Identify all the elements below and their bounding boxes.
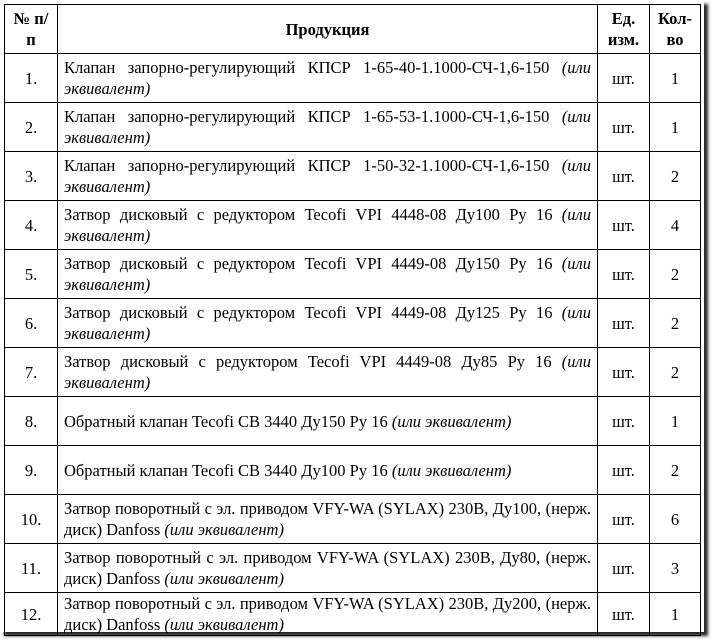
product-note: (или эквивалент) [164,569,284,588]
row-qty: 2 [650,348,701,397]
product-name: Затвор дисковый с редуктором Tecofi VPI 4449-08 Ду85 Ру 16 [64,352,552,371]
row-product [58,250,598,299]
table-row [5,201,701,250]
row-product [58,495,598,544]
product-name: Клапан запорно-регулирующий КПСР 1-65-40-1.1000-СЧ-1,6-150 [64,58,550,77]
header-unit: Ед. изм. [598,5,650,54]
row-qty: 3 [650,544,701,593]
row-unit: шт. [598,544,650,593]
row-num: 9. [5,446,58,495]
product-note: (или эквивалент) [64,107,592,147]
row-qty: 2 [650,152,701,201]
product-name: Затвор поворотный с эл. приводом VFY-WA (SYLAX) 230В, Ду80, (нерж. диск) Danfoss [64,548,591,588]
row-num: 1. [5,54,58,103]
row-product [58,103,598,152]
row-unit: шт. [598,250,650,299]
row-qty: 4 [650,201,701,250]
product-name: Клапан запорно-регулирующий КПСР 1-50-32-1.1000-СЧ-1,6-150 [64,156,550,175]
row-product [58,54,598,103]
row-unit: шт. [598,299,650,348]
product-note: (или эквивалент) [64,156,592,196]
row-qty: 1 [650,397,701,446]
row-qty: 1 [650,54,701,103]
row-product [58,201,598,250]
row-product [58,152,598,201]
row-product [58,593,598,636]
product-name: Обратный клапан Tecofi CB 3440 Ду150 Ру 16 [64,411,388,431]
header-product: Продукция [58,5,598,54]
row-num: 12. [5,593,58,636]
product-note: (или эквивалент) [64,352,591,392]
row-qty: 2 [650,299,701,348]
table-row [5,495,701,544]
row-unit: шт. [598,397,650,446]
row-unit: шт. [598,446,650,495]
product-name: Затвор дисковый с редуктором Tecofi VPI 4449-08 Ду125 Ру 16 [64,303,553,322]
table-row [5,299,701,348]
row-qty: 2 [650,446,701,495]
row-unit: шт. [598,54,650,103]
product-name: Затвор поворотный с эл. приводом VFY-WA (SYLAX) 230В, Ду100, (нерж. диск) Danfoss [64,499,591,539]
row-num: 8. [5,397,58,446]
row-qty: 1 [650,593,701,636]
row-unit: шт. [598,201,650,250]
product-note: (или эквивалент) [64,254,591,294]
row-num: 2. [5,103,58,152]
product-note: (или эквивалент) [64,303,591,343]
row-qty: 1 [650,103,701,152]
row-num: 11. [5,544,58,593]
table-row [5,446,701,495]
row-num: 6. [5,299,58,348]
product-note: (или эквивалент) [391,411,512,431]
product-note: (или эквивалент) [64,58,592,98]
product-note: (или эквивалент) [64,205,591,245]
table-row [5,348,701,397]
row-product [58,544,598,593]
product-name: Затвор дисковый с редуктором Tecofi VPI 4449-08 Ду150 Ру 16 [64,254,553,273]
product-name: Обратный клапан Tecofi CB 3440 Ду100 Ру 16 [64,460,388,480]
row-product [58,446,598,495]
row-product [58,348,598,397]
row-qty: 6 [650,495,701,544]
table-row [5,544,701,593]
row-num: 10. [5,495,58,544]
table-row [5,54,701,103]
product-note: (или эквивалент) [391,460,512,480]
row-unit: шт. [598,152,650,201]
products-table [4,4,701,636]
table-row [5,593,701,636]
row-unit: шт. [598,348,650,397]
row-qty: 2 [650,250,701,299]
table-row [5,152,701,201]
table-row [5,103,701,152]
table-row [5,250,701,299]
product-note: (или эквивалент) [164,520,284,539]
row-num: 7. [5,348,58,397]
row-num: 5. [5,250,58,299]
row-num: 3. [5,152,58,201]
row-num: 4. [5,201,58,250]
table-row [5,397,701,446]
row-unit: шт. [598,593,650,636]
header-qty: Кол-во [650,5,701,54]
row-product [58,299,598,348]
row-unit: шт. [598,103,650,152]
product-name: Клапан запорно-регулирующий КПСР 1-65-53-1.1000-СЧ-1,6-150 [64,107,550,126]
header-num: № п/п [5,5,58,54]
product-name: Затвор дисковый с редуктором Tecofi VPI 4448-08 Ду100 Ру 16 [64,205,553,224]
row-unit: шт. [598,495,650,544]
product-note: (или эквивалент) [164,615,284,634]
product-name: Затвор поворотный с эл. приводом VFY-WA (SYLAX) 230В, Ду200, (нерж. диск) Danfoss [64,594,591,634]
table-header-row [5,5,701,54]
row-product [58,397,598,446]
